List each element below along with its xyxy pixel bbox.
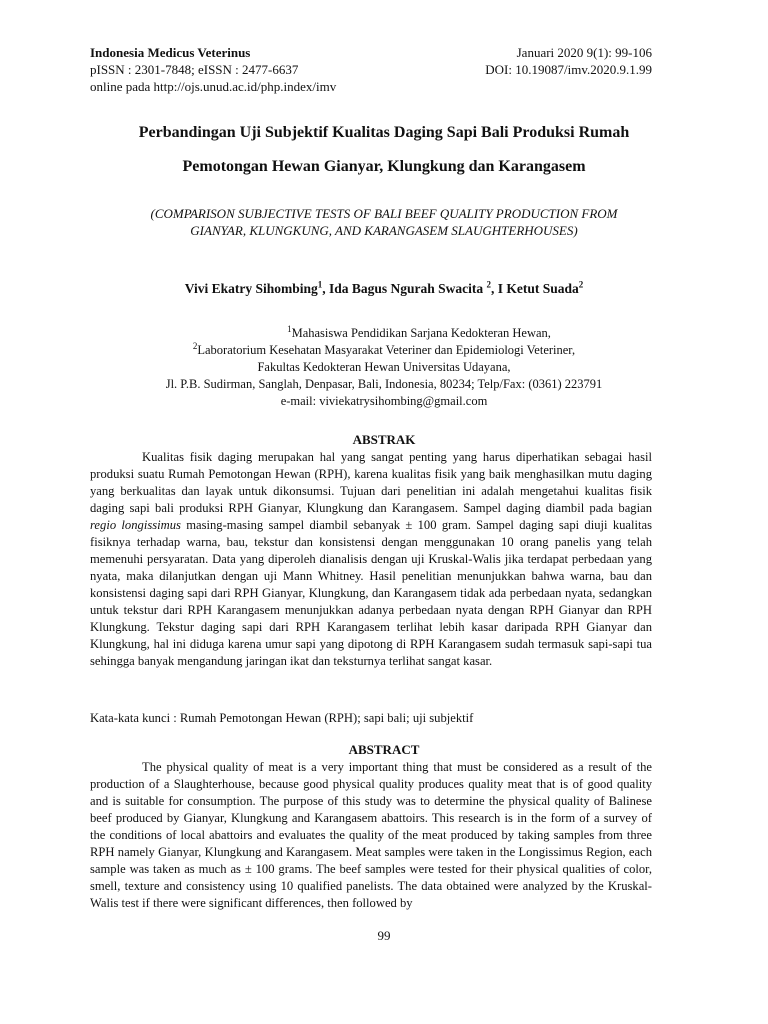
abstrak-heading: ABSTRAK <box>352 432 416 447</box>
journal-online-url: online pada http://ojs.unud.ac.id/php.index/imv <box>90 79 337 94</box>
abstrak-text-italic: regio longissimus <box>90 518 181 532</box>
journal-issue: Januari 2020 9(1): 99-106 <box>516 45 652 60</box>
author-2: , Ida Bagus Ngurah Swacita <box>322 281 487 296</box>
abstrak-text-1: Kualitas fisik daging merupakan hal yang sangat penting yang harus diperhatikan sebagai hasil produksi suatu Rumah Pemotongan Hewan (RPH), karena kualitas fisik yang baik menghasilkan mutu daging yang berkualitas dan layak untuk dikonsumsi. Tujuan dari penelitian ini adalah mengetahui kualitas fisik daging sapi bali produksi RPH Gianyar, Klungkung dan Karangasem. Sampel daging diambil pada bagian <box>90 450 652 515</box>
affiliation-2: Laboratorium Kesehatan Masyarakat Veteriner dan Epidemiologi Veteriner, <box>197 343 576 357</box>
abstract-body <box>90 759 652 912</box>
affiliation-2-marker: 2 <box>192 340 198 351</box>
english-title-line-2: GIANYAR, KLUNGKUNG, AND KARANGASEM SLAUGHTERHOUSES) <box>190 223 578 238</box>
affiliation-1-marker: 1 <box>287 323 292 334</box>
author-1: Vivi Ekatry Sihombing <box>184 281 318 296</box>
author-3-affiliation: 2 <box>578 279 584 290</box>
corresponding-email: e-mail: viviekatrysihombing@gmail.com <box>280 394 488 408</box>
title-line-1: Perbandingan Uji Subjektif Kualitas Daging Sapi Bali Produksi Rumah <box>138 124 630 141</box>
abstract-text: The physical quality of meat is a very important thing that must be considered as a result of the production of a Slaughterhouse, because good physical quality produces quality meat that is of good quality and is suitable for consumption. The purpose of this study was to determine the physical quality of Balinese beef produced by Gianyar, Klungkung and Karangasem abattoirs. This research is in the form of a survey of the conditions of local abattoirs and evaluates the quality of the meat produced by taking samples from three RPH namely Gianyar, Klungkung and Karangasem. Meat samples were taken in the Longissimus Region, each sample was taken as much as ± 100 grams. The beef samples were tested for their physical qualities of color, smell, texture and consistency using 10 qualified panelists. The data obtained were analyzed by the Kruskal-Walis test if there were significant differences, then followed by <box>90 760 652 910</box>
paper-title <box>90 116 678 184</box>
title-line-2: Pemotongan Hewan Gianyar, Klungkung dan Karangasem <box>182 158 586 175</box>
journal-header <box>90 44 652 95</box>
english-title <box>90 205 678 239</box>
author-3: , I Ketut Suada <box>491 281 579 296</box>
page-number: 99 <box>377 928 391 943</box>
author-list <box>90 280 678 298</box>
abstrak-body <box>90 449 652 670</box>
author-2-affiliation: 2 <box>486 279 492 290</box>
affiliation-faculty: Fakultas Kedokteran Hewan Universitas Udayana, <box>257 360 511 374</box>
abstract-heading: ABSTRACT <box>348 742 420 757</box>
english-title-line-1: (COMPARISON SUBJECTIVE TESTS OF BALI BEEF QUALITY PRODUCTION FROM <box>150 206 618 221</box>
journal-issn: pISSN : 2301-7848; eISSN : 2477-6637 <box>90 62 299 77</box>
abstrak-text-2: masing-masing sampel diambil sebanyak ± 100 gram. Sampel daging sapi diuji kualitas fisiknya terhadap warna, bau, tekstur dan konsistensi dengan menggunakan 10 orang panelis yang telah memenuhi persyaratan. Data yang diperoleh dianalisis dengan uji Kruskal-Walis jika terdapat perbedaan yang nyata, maka dilanjutkan dengan uji Mann Whitney. Hasil penelitian menunjukkan bahwa warna, bau dan konsistensi daging sapi dari RPH Gianyar, Klungkung, dan Karangasem tidak ada perbedaan nyata, sedangkan untuk tekstur dari RPH Karangasem menunjukkan adanya perbedaan nyata dengan RPH Gianyar dan RPH Klungkung. Tekstur daging sapi dari RPH Karangasem terlihat lebih kasar daripada RPH Gianyar dan Klungkung, hal ini diduga karena umur sapi yang dipotong di RPH Karangasem sudah termasuk sapi-sapi tua sehingga banyak mengandung jaringan ikat dan teksturnya terlihat sangat kasar. <box>90 518 652 668</box>
affiliations <box>90 325 678 410</box>
affiliation-1: Mahasiswa Pendidikan Sarjana Kedokteran Hewan, <box>291 326 551 340</box>
journal-doi: DOI: 10.19087/imv.2020.9.1.99 <box>485 62 652 77</box>
keywords: Kata-kata kunci : Rumah Pemotongan Hewan (RPH); sapi bali; uji subjektif <box>90 711 474 725</box>
journal-name: Indonesia Medicus Veterinus <box>90 45 251 60</box>
author-1-affiliation: 1 <box>317 279 323 290</box>
affiliation-address: Jl. P.B. Sudirman, Sanglah, Denpasar, Bali, Indonesia, 80234; Telp/Fax: (0361) 223791 <box>165 377 603 391</box>
